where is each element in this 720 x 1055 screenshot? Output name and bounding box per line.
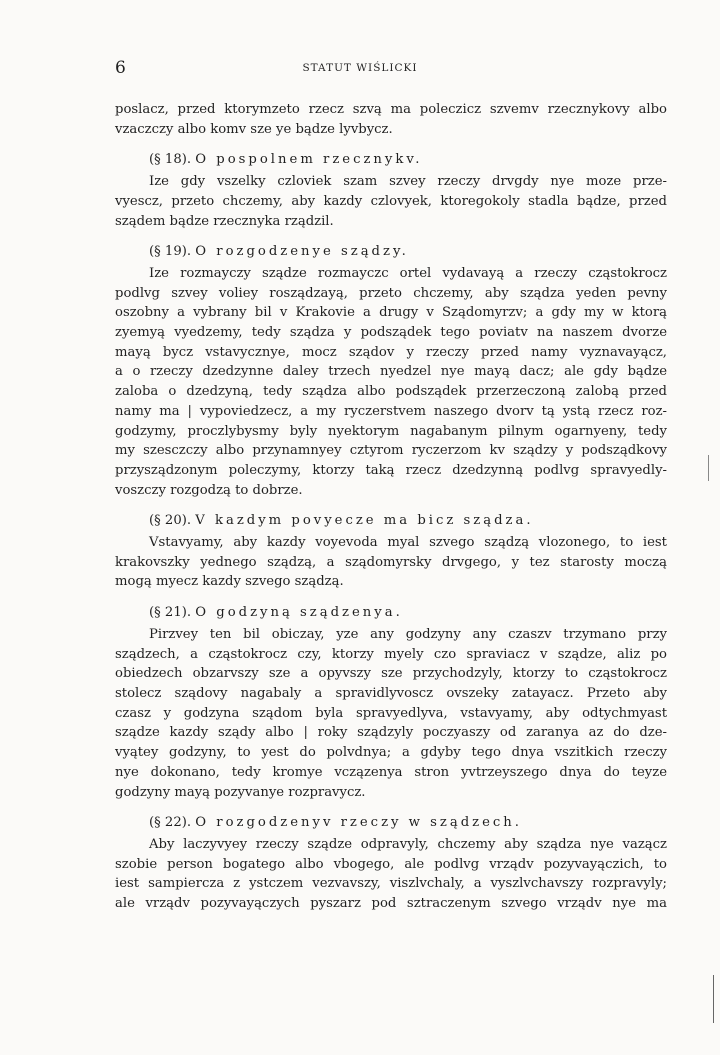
text-line: mogą myecz kazdy szvego sządzą. (115, 574, 344, 590)
scan-edge-mark (713, 975, 714, 1023)
text-line: sządem bądze rzecznyka rządzil. (115, 213, 334, 229)
text-line: przysządzonym poleczymy, ktorzy taką rzecz dzedzynną podlvg spravyedly- (115, 462, 667, 478)
section-number: (§ 22). (149, 815, 192, 831)
text-line: iest sampiercza z ystczem vezvavszy, viszlvchaly, a vyszlvchavszy rozpravyly; (115, 876, 667, 892)
page-number: 6 (115, 58, 126, 78)
text-line: godzymy, proczlybysmy byly nyektorym nagabanym pilnym ogarnyeny, tedy (115, 423, 667, 439)
section-heading-19 (115, 242, 667, 262)
section-title: O rozgodzenye sządzy. (195, 244, 409, 260)
section-number: (§ 20). (149, 513, 192, 529)
section-title: O pospolnem rzecznykv. (195, 152, 423, 168)
text-line: godzyny mayą pozyvanye rozpravycz. (115, 784, 366, 800)
text-line: a o rzeczy dzedzynne daley trzech nyedzel nye mayą dacz; ale gdy bądze (115, 364, 667, 380)
section-title: O rozgodzenyv rzeczy w sządzech. (195, 815, 522, 831)
section-title: V kazdym povyecze ma bicz sządza. (195, 513, 534, 529)
text-line: mayą bycz vstavycznye, mocz sządov y rzeczy przed namy vyznavayącz, (115, 344, 667, 360)
section-heading-20 (115, 511, 667, 531)
text-line: Vstavyamy, aby kazdy voyevoda myal szvego sządzą vlozonego, to iest (149, 535, 667, 551)
section-title: O godzyną sządzenya. (195, 605, 403, 621)
text-line: zaloba o dzedzyną, tedy sządza albo podsządek przerzeczoną zalobą przed (115, 384, 667, 400)
page-body (115, 100, 667, 914)
text-line: sządze kazdy sządy albo | roky sządzyly poczyaszy od zaranya az do dze- (115, 725, 667, 741)
section-heading-22 (115, 813, 667, 833)
text-line: voszczy rozgodzą to dobrze. (115, 482, 303, 498)
scan-margin-mark (708, 455, 709, 481)
text-line: szobie person bogatego albo vbogego, ale podlvg vrządv pozyvayączich, to (115, 856, 667, 872)
text-line: vyescz, przeto chczemy, aby kazdy czlovyek, ktoregokoly stadla bądze, przed (115, 193, 667, 209)
running-title: STATUT WIŚLICKI (302, 62, 418, 74)
text-line: stolecz sządovy nagabaly a spravidlyvoscz ovszeky zatayacz. Przeto aby (115, 685, 667, 701)
text-line: krakovszky yednego sządzą, a sządomyrsky drvgego, y tez starosty moczą (115, 554, 667, 570)
section-heading-18 (115, 150, 667, 170)
text-line: Ize rozmayczy sządze rozmayczc ortel vydavayą a rzeczy cząstokrocz (149, 265, 667, 281)
text-line: czasz y godzyna sządom byla spravyedlyva, vstavyamy, aby odtychmyast (115, 705, 667, 721)
text-line: ale vrządv pozyvayączych pyszarz pod sztraczenym szvego vrządv nye ma (115, 896, 667, 912)
text-line: nye dokonano, tedy kromye vczązenya stron yvtrzeyszego dnya do teyze (115, 764, 667, 780)
text-line: namy ma | vypoviedzecz, a my ryczerstvem naszego dvorv tą ystą rzecz roz- (115, 403, 667, 419)
page-header (0, 58, 720, 82)
text-line: poslacz, przed ktorymzeto rzecz szvą ma poleczicz szvemv rzecznykovy albo (115, 102, 667, 117)
text-line: sządzech, a cząstokrocz czy, ktorzy myely czo spraviacz v sządze, aliz po (115, 646, 667, 662)
text-line: Pirzvey ten bil obiczay, yze any godzyny any czaszv trzymano przy (149, 626, 667, 642)
text-line: my szesczczy albo przynamnyey cztyrom ryczerzom kv sządzy y podsządkovy (115, 443, 667, 459)
section-number: (§ 19). (149, 244, 192, 260)
text-line: vzaczczy albo komv sze ye bądze lyvbycz. (115, 121, 393, 137)
text-line: Aby laczyvyey rzeczy sządze odpravyly, chczemy aby sządza nye vazącz (149, 836, 667, 852)
text-line: zyemyą vyedzemy, tedy sządza y podsządek tego poviatv na naszem dvorze (115, 325, 667, 341)
text-line: vyątey godzyny, to yest do polvdnya; a gdyby tego dnya vszitkich rzeczy (115, 745, 667, 761)
section-heading-21 (115, 603, 667, 623)
section-number: (§ 21). (149, 605, 192, 621)
text-line: podlvg szvey voliey rosządzayą, przeto chczemy, aby sządza yeden pevny (115, 285, 667, 301)
section-number: (§ 18). (149, 152, 192, 168)
text-line: oszobny a vybrany bil v Krakovie a drugy v Sządomyrzv; a gdy my w ktorą (115, 305, 667, 321)
text-line: Ize gdy vszelky czloviek szam szvey rzeczy drvgdy nye moze prze- (149, 174, 667, 190)
text-line: obiedzech obzarvszy sze a opyvszy sze przychodzyly, ktorzy to cząstokrocz (115, 666, 667, 682)
